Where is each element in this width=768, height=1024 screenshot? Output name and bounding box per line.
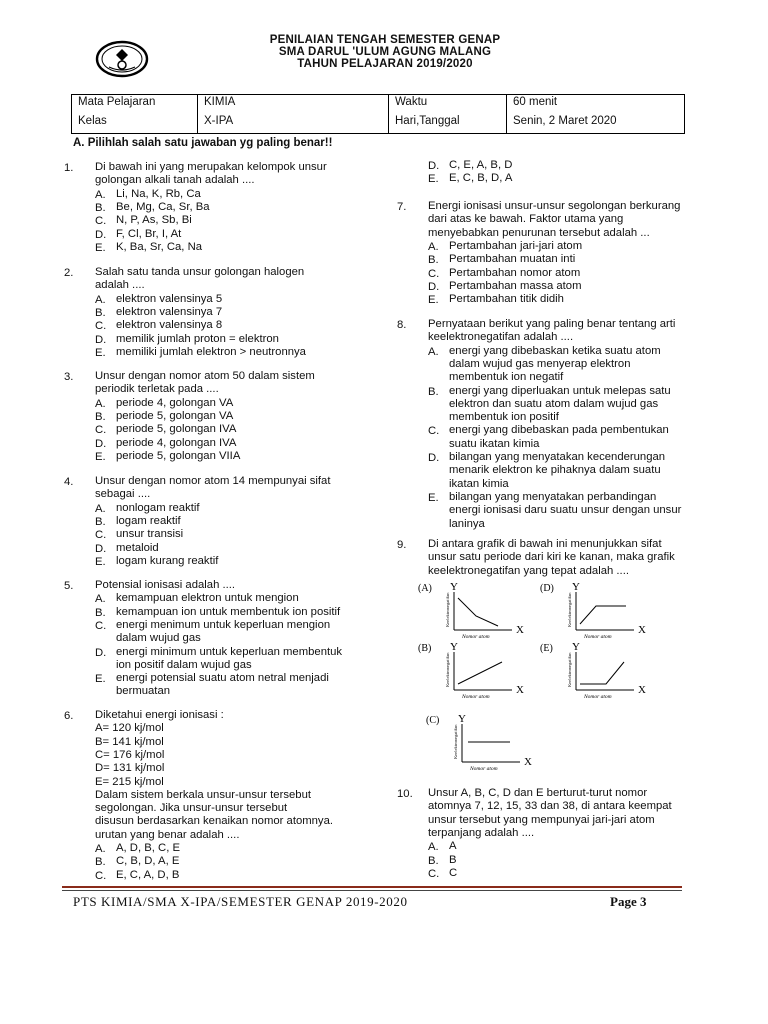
option-letter: E. bbox=[95, 450, 106, 463]
table-cell: Kelas bbox=[72, 114, 198, 134]
header-line-2: SMA DARUL 'ULUM AGUNG MALANG bbox=[278, 46, 492, 58]
question-text: Potensial ionisasi adalah .... bbox=[95, 579, 236, 591]
table-row bbox=[72, 95, 685, 115]
question-text: unsur satu periode dari kiri ke kanan, maka grafik bbox=[428, 551, 675, 564]
option-text: Pertambahan nomor atom bbox=[449, 266, 581, 279]
option-text: Pertambahan titik didih bbox=[449, 293, 564, 306]
option-text: Pertambahan muatan inti bbox=[449, 253, 576, 266]
graph-curve bbox=[580, 606, 626, 624]
page-number: Page 3 bbox=[610, 894, 647, 909]
option-letter: E. bbox=[95, 555, 106, 568]
option-text: kemampuan ion untuk membentuk ion positif bbox=[116, 605, 341, 618]
graph-letter: (A) bbox=[418, 583, 432, 594]
footer-text: PTS KIMIA/SMA X-IPA/SEMESTER GENAP 2019-2020 bbox=[73, 894, 408, 909]
graph-x-title: Nomor atom bbox=[470, 766, 498, 772]
option-text: C, E, A, B, D bbox=[449, 159, 513, 171]
option-text: A bbox=[449, 840, 457, 853]
question-text: Di bawah ini yang merupakan kelompok unsur bbox=[95, 161, 327, 173]
graph-x-label: X bbox=[638, 624, 646, 636]
question-number: 9. bbox=[397, 539, 407, 551]
option-text: laninya bbox=[449, 517, 485, 530]
graph-y-title: Keelektronegatifan bbox=[567, 652, 572, 687]
option-text: bilangan yang menyatakan kecenderungan bbox=[449, 451, 666, 463]
graph-x-label: X bbox=[516, 624, 524, 636]
option-text: A, D, B, C, E bbox=[116, 842, 181, 854]
question-text: Di antara grafik di bawah ini menunjukkan sifat bbox=[428, 538, 662, 550]
option-text: periode 5, golongan VA bbox=[116, 409, 234, 422]
question-text: Unsur dengan nomor atom 50 dalam sistem bbox=[95, 370, 315, 382]
graph-curve bbox=[458, 598, 498, 626]
option-text: Li, Na, K, Rb, Ca bbox=[116, 187, 201, 200]
option-text: E, C, B, D, A bbox=[449, 172, 513, 185]
footer-rule bbox=[62, 886, 682, 888]
graph-panel bbox=[540, 640, 650, 702]
question-number: 6. bbox=[64, 710, 74, 722]
exam-info-table bbox=[71, 94, 685, 134]
option-text: periode 5, golongan IVA bbox=[116, 423, 237, 436]
graph-letter: (E) bbox=[540, 643, 553, 654]
graph-curve bbox=[580, 662, 624, 684]
option-letter: C. bbox=[95, 869, 107, 882]
option-text: C bbox=[449, 866, 458, 879]
question-text: menyebabkan penurunan tersebut adalah ... bbox=[428, 226, 650, 239]
question-text: Diketahui energi ionisasi : bbox=[95, 709, 224, 721]
option-letter: B. bbox=[95, 201, 106, 214]
option-text: energi yang dibebaskan pada pembentukan bbox=[449, 424, 669, 437]
option-text: energi potensial suatu atom netral menjadi bbox=[116, 672, 329, 685]
option-text: suatu ikatan kimia bbox=[449, 437, 540, 450]
option-text: ion positif dalam wujud gas bbox=[116, 658, 252, 671]
graph-y-label: Y bbox=[572, 641, 580, 653]
option-letter: A. bbox=[428, 841, 439, 854]
option-text: N, P, As, Sb, Bi bbox=[116, 214, 192, 227]
question-number: 7. bbox=[397, 201, 407, 213]
question-text: keelektronegatifan yang tepat adalah .... bbox=[428, 564, 629, 577]
option-text: periode 4, golongan IVA bbox=[116, 436, 237, 449]
option-text: kemampuan elektron untuk mengion bbox=[116, 592, 299, 605]
option-letter: C. bbox=[95, 320, 107, 333]
option-text: energi yang dibebaskan ketika suatu atom bbox=[449, 344, 661, 357]
question-text: adalah .... bbox=[95, 279, 145, 292]
question-number: 4. bbox=[64, 476, 74, 488]
graph-letter: (D) bbox=[540, 583, 554, 594]
question-text: A= 120 kj/mol bbox=[95, 722, 164, 735]
option-text: memilik jumlah proton = elektron bbox=[116, 332, 279, 345]
graph-x-label: X bbox=[524, 756, 532, 768]
option-letter: C. bbox=[95, 529, 107, 542]
question-text: Dalam sistem berkala unsur-unsur tersebut bbox=[95, 788, 311, 801]
option-letter: D. bbox=[428, 452, 440, 464]
option-text: B bbox=[449, 853, 457, 866]
question-number: 10. bbox=[397, 788, 413, 800]
option-text: periode 4, golongan VA bbox=[116, 396, 234, 409]
table-cell: X-IPA bbox=[198, 114, 389, 134]
graph-panel bbox=[418, 580, 528, 642]
graph-panel bbox=[418, 640, 528, 702]
option-text: energi minimum untuk keperluan membentuk bbox=[116, 645, 343, 658]
option-text: membentuk ion negatif bbox=[449, 371, 564, 384]
question-text: disusun berdasarkan kenaikan nomor atomnya. bbox=[95, 815, 334, 828]
question-text: Salah satu tanda unsur golongan halogen bbox=[95, 266, 305, 278]
table-cell: Mata Pelajaran bbox=[72, 95, 198, 115]
question-number: 3. bbox=[64, 371, 74, 383]
option-text: bermuatan bbox=[116, 685, 171, 698]
option-text: Be, Mg, Ca, Sr, Ba bbox=[116, 200, 210, 213]
option-text: elektron valensinya 5 bbox=[116, 292, 223, 305]
option-text: C, B, D, A, E bbox=[116, 855, 180, 868]
question-text: B= 141 kj/mol bbox=[95, 735, 164, 748]
question-text: E= 215 kj/mol bbox=[95, 775, 164, 788]
option-letter: E. bbox=[95, 673, 106, 686]
graph-y-label: Y bbox=[450, 641, 458, 653]
question-text: terpanjang adalah .... bbox=[428, 826, 535, 839]
question-text: atomnya 7, 12, 15, 33 dan 38, di antara keempat bbox=[428, 800, 672, 813]
option-letter: B. bbox=[95, 410, 106, 423]
question-text: C= 176 kj/mol bbox=[95, 748, 165, 761]
option-letter: C. bbox=[95, 619, 107, 632]
option-text: elektron valensinya 7 bbox=[116, 305, 223, 318]
option-letter: D. bbox=[95, 646, 107, 659]
graph-curve bbox=[458, 662, 502, 684]
option-letter: C. bbox=[428, 425, 440, 438]
question-text: segolongan. Jika unsur-unsur tersebut bbox=[95, 802, 288, 815]
option-text: metaloid bbox=[116, 541, 159, 554]
option-letter: A. bbox=[95, 397, 106, 410]
question-number: 2. bbox=[64, 267, 74, 279]
option-text: F, Cl, Br, I, At bbox=[116, 227, 182, 240]
option-letter: E. bbox=[428, 173, 439, 186]
graph-y-title: Keelektronegatifan bbox=[445, 592, 450, 627]
section-title: A. Pilihlah salah satu jawaban yg paling benar!! bbox=[73, 137, 333, 149]
option-letter: A. bbox=[95, 843, 106, 855]
graph-letter: (C) bbox=[426, 715, 440, 726]
graph-y-title: Keelektronegatifan bbox=[445, 652, 450, 687]
question-text: Unsur A, B, C, D dan E berturut-turut nomor bbox=[428, 787, 648, 799]
option-text: logam kurang reaktif bbox=[116, 554, 219, 567]
option-letter: D. bbox=[95, 437, 107, 450]
question-text: unsur tersebut yang mempunyai jari-jari atom bbox=[428, 813, 655, 826]
option-text: unsur transisi bbox=[116, 528, 184, 541]
option-letter: B. bbox=[95, 306, 106, 319]
option-letter: B. bbox=[95, 856, 106, 869]
option-text: memiliki jumlah elektron > neutronnya bbox=[116, 345, 306, 358]
graph-x-title: Nomor atom bbox=[462, 634, 490, 640]
graph-x-label: X bbox=[516, 684, 524, 696]
option-letter: D. bbox=[428, 160, 440, 172]
option-text: Pertambahan jari-jari atom bbox=[449, 239, 583, 252]
table-cell: Waktu bbox=[389, 95, 507, 115]
option-letter: C. bbox=[95, 424, 107, 437]
option-letter: C. bbox=[95, 215, 107, 228]
option-letter: A. bbox=[428, 240, 439, 253]
option-letter: A. bbox=[428, 345, 439, 358]
question-number: 5. bbox=[64, 580, 74, 592]
option-text: energi menimum untuk keperluan mengion bbox=[116, 618, 331, 631]
option-text: membentuk ion positif bbox=[449, 411, 559, 424]
option-letter: D. bbox=[428, 280, 440, 293]
graph-y-title: Keelektronegatifan bbox=[567, 592, 572, 627]
graph-x-title: Nomor atom bbox=[584, 634, 612, 640]
option-letter: A. bbox=[95, 293, 106, 306]
graph-y-label: Y bbox=[450, 581, 458, 593]
graph-y-label: Y bbox=[458, 713, 466, 725]
option-text: nonlogam reaktif bbox=[116, 501, 200, 514]
question-text: urutan yang benar adalah .... bbox=[95, 828, 240, 841]
option-letter: E. bbox=[95, 241, 106, 254]
question-text: Energi ionisasi unsur-unsur segolongan berkurang bbox=[428, 200, 681, 212]
option-letter: B. bbox=[428, 254, 439, 267]
question-text: golongan alkali tanah adalah .... bbox=[95, 174, 255, 187]
header-line-3: TAHUN PELAJARAN 2019/2020 bbox=[297, 58, 473, 70]
option-letter: D. bbox=[95, 333, 107, 346]
option-letter: B. bbox=[95, 515, 106, 528]
option-letter: C. bbox=[428, 267, 440, 280]
option-text: logam reaktif bbox=[116, 514, 181, 527]
option-text: dalam wujud gas menyerap elektron bbox=[449, 357, 631, 370]
question-text: keelektronegatifan adalah .... bbox=[428, 331, 574, 344]
option-text: energi yang diperluakan untuk melepas satu bbox=[449, 384, 671, 397]
table-cell: 60 menit bbox=[507, 95, 685, 115]
graph-y-label: Y bbox=[572, 581, 580, 593]
header-line-1: PENILAIAN TENGAH SEMESTER GENAP bbox=[269, 34, 501, 46]
question-text: Pernyataan berikut yang paling benar tentang arti bbox=[428, 318, 676, 330]
footer-rule-thin bbox=[62, 890, 682, 891]
school-logo bbox=[95, 40, 149, 78]
option-text: energi ionisasi daru suatu unsur dengan unsur bbox=[449, 504, 682, 517]
graph-letter: (B) bbox=[418, 643, 432, 654]
graph-x-label: X bbox=[638, 684, 646, 696]
option-letter: E. bbox=[428, 294, 439, 307]
option-text: periode 5, golongan VIIA bbox=[116, 449, 241, 462]
option-letter: D. bbox=[95, 542, 107, 555]
graph-x-title: Nomor atom bbox=[462, 694, 490, 700]
graph-x-title: Nomor atom bbox=[584, 694, 612, 700]
question-number: 8. bbox=[397, 319, 407, 331]
graph-y-title: Keelektronegatifan bbox=[453, 724, 458, 759]
option-text: dalam wujud gas bbox=[116, 632, 201, 645]
question-text: sebagai .... bbox=[95, 488, 151, 501]
option-text: elektron dan suatu atom dalam wujud gas bbox=[449, 397, 659, 410]
table-cell: KIMIA bbox=[198, 95, 389, 115]
option-text: K, Ba, Sr, Ca, Na bbox=[116, 240, 203, 253]
option-text: elektron valensinya 8 bbox=[116, 319, 223, 332]
question-text: Unsur dengan nomor atom 14 mempunyai sifat bbox=[95, 475, 331, 487]
question-number: 1. bbox=[64, 162, 74, 174]
table-cell: Senin, 2 Maret 2020 bbox=[507, 114, 685, 134]
graph-panel bbox=[540, 580, 650, 642]
option-letter: A. bbox=[95, 593, 106, 606]
option-letter: B. bbox=[428, 385, 439, 398]
table-cell: Hari,Tanggal bbox=[389, 114, 507, 134]
question-text: dari atas ke bawah. Faktor utama yang bbox=[428, 213, 624, 226]
option-text: Pertambahan massa atom bbox=[449, 279, 582, 292]
option-letter: A. bbox=[95, 188, 106, 201]
option-letter: A. bbox=[95, 502, 106, 515]
option-letter: D. bbox=[95, 228, 107, 241]
option-letter: E. bbox=[428, 491, 439, 504]
option-text: ikatan kimia bbox=[449, 477, 509, 490]
option-text: bilangan yang menyatakan perbandingan bbox=[449, 490, 657, 503]
option-text: E, C, A, D, B bbox=[116, 868, 180, 881]
question-text: D= 131 kj/mol bbox=[95, 762, 165, 775]
option-letter: B. bbox=[428, 854, 439, 867]
graph-panel bbox=[426, 712, 536, 774]
table-row bbox=[72, 114, 685, 134]
option-letter: C. bbox=[428, 867, 440, 880]
question-text: periodik terletak pada .... bbox=[95, 383, 219, 396]
option-text: menarik elektron ke pihaknya dalam suatu bbox=[449, 464, 661, 477]
option-letter: E. bbox=[95, 346, 106, 359]
option-letter: B. bbox=[95, 606, 106, 619]
